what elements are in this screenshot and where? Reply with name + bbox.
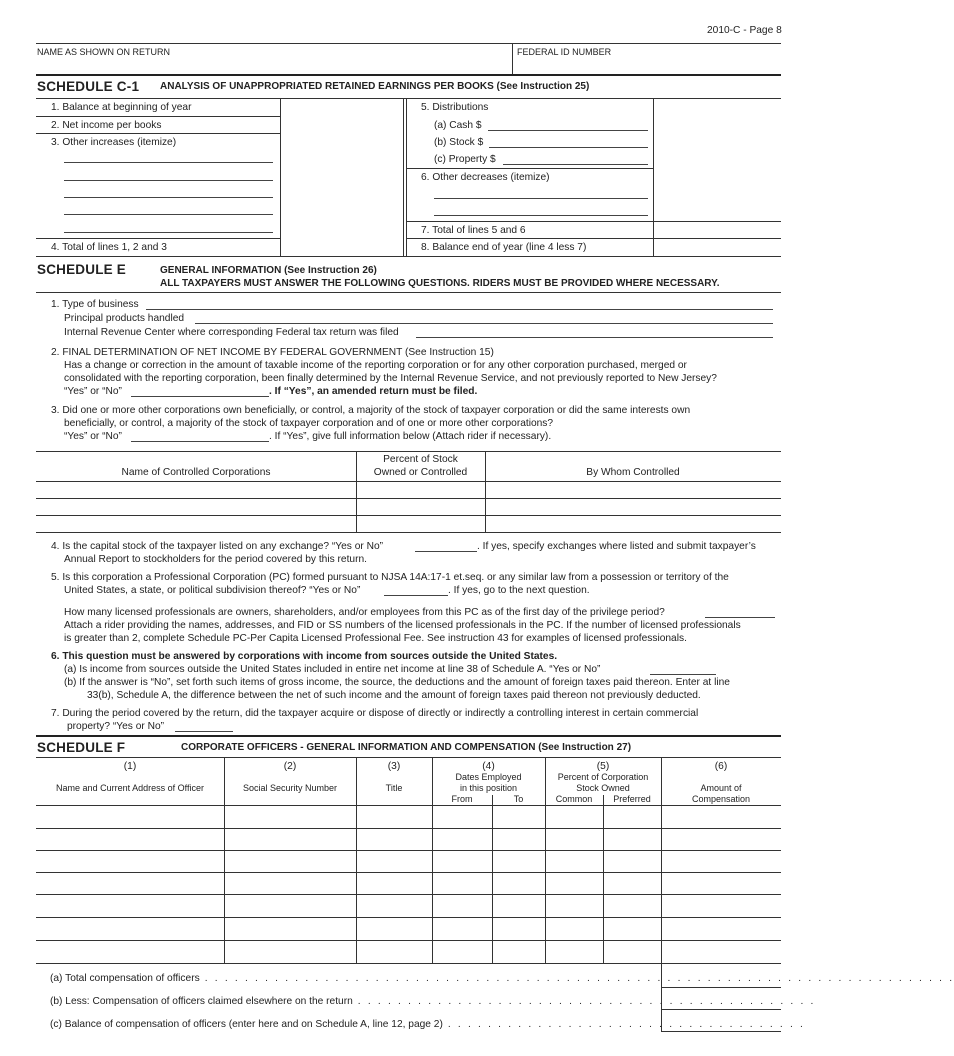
q3-yes-no-label: “Yes” or “No” [64,431,122,442]
q4-text: 4. Is the capital stock of the taxpayer listed on any exchange? “Yes or No” [51,541,384,552]
table-row [36,828,781,829]
q3-yes-no-field[interactable] [131,441,269,442]
col3-number: (3) [387,761,401,772]
c1-line-5: 5. Distributions [421,102,489,113]
divider [36,74,781,76]
q4-yes-no-field[interactable] [415,551,477,552]
col4-header: Dates Employed [455,772,522,782]
col5-header: Percent of Corporation [557,772,649,782]
table-row [36,917,781,918]
table-header-name: Name of Controlled Corporations [121,467,271,478]
col4-from: From [451,794,473,804]
irs-center-field[interactable] [416,337,773,338]
q3-text: 3. Did one or more other corporations own beneficially, or control, a majority of the stock of taxpayer corporation or did the same interests own [51,405,691,416]
q1-type-of-business: 1. Type of business [51,299,139,310]
divider [36,43,781,44]
name-label: NAME AS SHOWN ON RETURN [37,47,171,57]
total-compensation-field[interactable] [663,967,779,986]
q2-text: consolidated with the reporting corporation, been finally determined by the Internal Revenue Service, and not previously reported to New Jersey? [64,373,717,384]
c1-cash-field[interactable] [488,130,648,131]
leader-dots: . . . . . . . . . . . . . . . . . . . . . . . . . . . . . . . . . . . . [442,1019,806,1030]
q5-text-6: is greater than 2, complete Schedule PC-Per Capita Licensed Professional Fee. See instruction 43 for examples of licensed professionals. [64,633,687,644]
q5-text-2: United States, a state, or political subdivision thereof? “Yes or No” [64,585,361,596]
q4-text-2: . If yes, specify exchanges where listed and submit taxpayer’s [477,541,756,552]
col3-header: Title [385,783,403,793]
table-row [36,872,781,873]
fid-field[interactable] [516,58,776,74]
table-row [36,532,781,533]
table-header-percent: Percent of Stock [383,454,458,465]
divider [512,43,513,75]
divider [36,98,781,99]
name-field[interactable] [40,58,508,74]
fid-label: FEDERAL ID NUMBER [517,47,612,57]
divider [406,221,781,222]
divider [36,757,781,758]
table-row [36,515,781,516]
c1-line-5a: (a) Cash $ [434,120,482,131]
divider [406,98,407,256]
divider [406,168,653,169]
col2-number: (2) [283,761,297,772]
type-of-business-field[interactable] [146,309,773,310]
q7-yes-no-field[interactable] [175,731,233,732]
divider [492,795,493,963]
col6-header-2: Compensation [691,794,751,804]
divider [403,98,404,256]
q5-professionals-count-field[interactable] [705,617,775,618]
balance-compensation-label: (c) Balance of compensation of officers (enter here and on Schedule A, line 12, page 2) [50,1019,443,1030]
q5-professionals-question: How many licensed professionals are owners, shareholders, and/or employees from this PC as of the first day of the privilege period? [64,607,665,618]
q5-text-3: . If yes, go to the next question. [448,585,590,596]
c1-other-decrease-line[interactable] [434,215,648,216]
q4-text-3: Annual Report to stockholders for the period covered by this return. [64,554,367,565]
col6-header: Amount of [700,783,742,793]
q3-note: . If “Yes”, give full information below (Attach rider if necessary). [269,431,552,442]
total-compensation-label: (a) Total compensation of officers [50,973,200,984]
col1-header: Name and Current Address of Officer [56,783,204,793]
c1-other-increase-line[interactable] [64,214,273,215]
divider [661,1031,781,1032]
col4-header-2: in this position [459,783,518,793]
q1-irs-center: Internal Revenue Center where corresponding Federal tax return was filed [64,327,399,338]
less-compensation-field[interactable] [663,989,779,1008]
q2-yes-no-field[interactable] [131,396,269,397]
table-row [36,940,781,941]
divider [603,795,604,963]
divider [280,98,281,256]
q2-yes-no-label: “Yes” or “No” [64,386,122,397]
col6-number: (6) [714,761,728,772]
col1-number: (1) [123,761,137,772]
divider [36,292,781,293]
schedule-e-heading-2: ALL TAXPAYERS MUST ANSWER THE FOLLOWING QUESTIONS. RIDERS MUST BE PROVIDED WHERE NECESSARY. [160,278,720,289]
c1-line-2: 2. Net income per books [51,120,162,131]
c1-property-field[interactable] [503,164,648,165]
q1-principal-products: Principal products handled [64,313,185,324]
schedule-e-title: SCHEDULE E [37,262,127,277]
schedule-c1-heading: ANALYSIS OF UNAPPROPRIATED RETAINED EARNINGS PER BOOKS (See Instruction 25) [160,81,590,92]
table-header-percent-2: Owned or Controlled [373,467,468,478]
divider [36,256,781,257]
col5-common: Common [555,794,593,804]
q6a-yes-no-field[interactable] [650,674,716,675]
total-compensation-line [50,973,954,984]
q5-text: 5. Is this corporation a Professional Corporation (PC) formed pursuant to NJSA 14A:17-1 et.seq. or any similar law from a possession or territory of the [51,572,729,583]
table-header-controller: By Whom Controlled [586,467,680,478]
q6-heading: 6. This question must be answered by corporations with income from sources outside the United States. [51,651,558,662]
schedule-e-heading-1: GENERAL INFORMATION (See Instruction 26) [160,265,377,276]
c1-line-6: 6. Other decreases (itemize) [421,172,550,183]
c1-other-increase-line[interactable] [64,180,273,181]
table-row [36,498,781,499]
divider [661,987,781,988]
q2-text: Has a change or correction in the amount of taxable income of the reporting corporation or for any other corporation purchased, merged or [64,360,687,371]
col4-number: (4) [482,761,495,772]
schedule-f-title: SCHEDULE F [37,740,126,755]
c1-other-increase-line[interactable] [64,232,273,233]
table-row [36,850,781,851]
q6b-text-2: 33(b), Schedule A, the difference between the net of such income and the amount of foreign taxes paid thereon not previously deducted. [87,690,701,701]
divider [406,238,781,239]
divider [661,1009,781,1010]
less-compensation-line [50,996,816,1007]
q7-text: 7. During the period covered by the return, did the taxpayer acquire or dispose of directly or indirectly a controlling interest in certain commercial [51,708,699,719]
page-number: 2010-C - Page 8 [707,25,782,36]
col5-number: (5) [596,761,610,772]
c1-line-5c: (c) Property $ [434,154,496,165]
q3-text: beneficially, or control, a majority of the stock of taxpayer corporation and of one or more other corporations? [64,418,554,429]
c1-line-5b: (b) Stock $ [434,137,484,148]
c1-line-3: 3. Other increases (itemize) [51,137,177,148]
divider [36,451,781,452]
q5-yes-no-field[interactable] [384,595,448,596]
c1-line-7: 7. Total of lines 5 and 6 [421,225,526,236]
q2-amended-note: . If “Yes”, an amended return must be filed. [269,386,478,397]
table-row [36,963,781,964]
q6a-text: (a) Is income from sources outside the United States included in entire net income at line 38 of Schedule A. “Yes or No” [64,664,601,675]
balance-compensation-field[interactable] [663,1011,779,1030]
balance-compensation-line [50,1019,806,1030]
divider [36,238,281,239]
c1-other-increase-line[interactable] [64,162,273,163]
divider [36,133,281,134]
q5-text-5: Attach a rider providing the names, addresses, and FID or SS numbers of the licensed professionals in the PC. If the number of licensed professionals [64,620,741,631]
divider [36,735,781,737]
divider [485,451,486,532]
less-compensation-label: (b) Less: Compensation of officers claimed elsewhere on the return [50,996,353,1007]
col5-preferred: Preferred [613,794,651,804]
c1-other-increase-line[interactable] [64,197,273,198]
divider [653,98,654,256]
divider [36,116,281,117]
c1-line-4: 4. Total of lines 1, 2 and 3 [51,242,167,253]
c1-line-1: 1. Balance at beginning of year [51,102,192,113]
table-row [36,894,781,895]
c1-line-8: 8. Balance end of year (line 4 less 7) [421,242,587,253]
c1-stock-field[interactable] [489,147,648,148]
leader-dots: . . . . . . . . . . . . . . . . . . . . . . . . . . . . . . . . . . . . . . . . . . . . . . [352,996,816,1007]
col5-header-2: Stock Owned [576,783,630,793]
q2-heading: 2. FINAL DETERMINATION OF NET INCOME BY FEDERAL GOVERNMENT (See Instruction 15) [51,347,494,358]
schedule-c1-title: SCHEDULE C-1 [37,79,140,94]
q6b-text: (b) If the answer is “No”, set forth such items of gross income, the source, the deductions and the amount of foreign taxes paid thereon. Enter at line [64,677,730,688]
table-row [36,805,781,806]
q7-text-2: property? “Yes or No” [67,721,165,732]
leader-dots: . . . . . . . . . . . . . . . . . . . . . . . . . . . . . . . . . . . . . . . . . . . . . . . . . . . . . . . . . . . . . . . . . . . . . . . . . . . [199,973,954,984]
col4-to: To [513,794,524,804]
table-row [36,481,781,482]
schedule-f-heading: CORPORATE OFFICERS - GENERAL INFORMATION AND COMPENSATION (See Instruction 27) [181,742,632,753]
col2-header: Social Security Number [242,783,338,793]
c1-other-decrease-line[interactable] [434,198,648,199]
principal-products-field[interactable] [195,323,773,324]
